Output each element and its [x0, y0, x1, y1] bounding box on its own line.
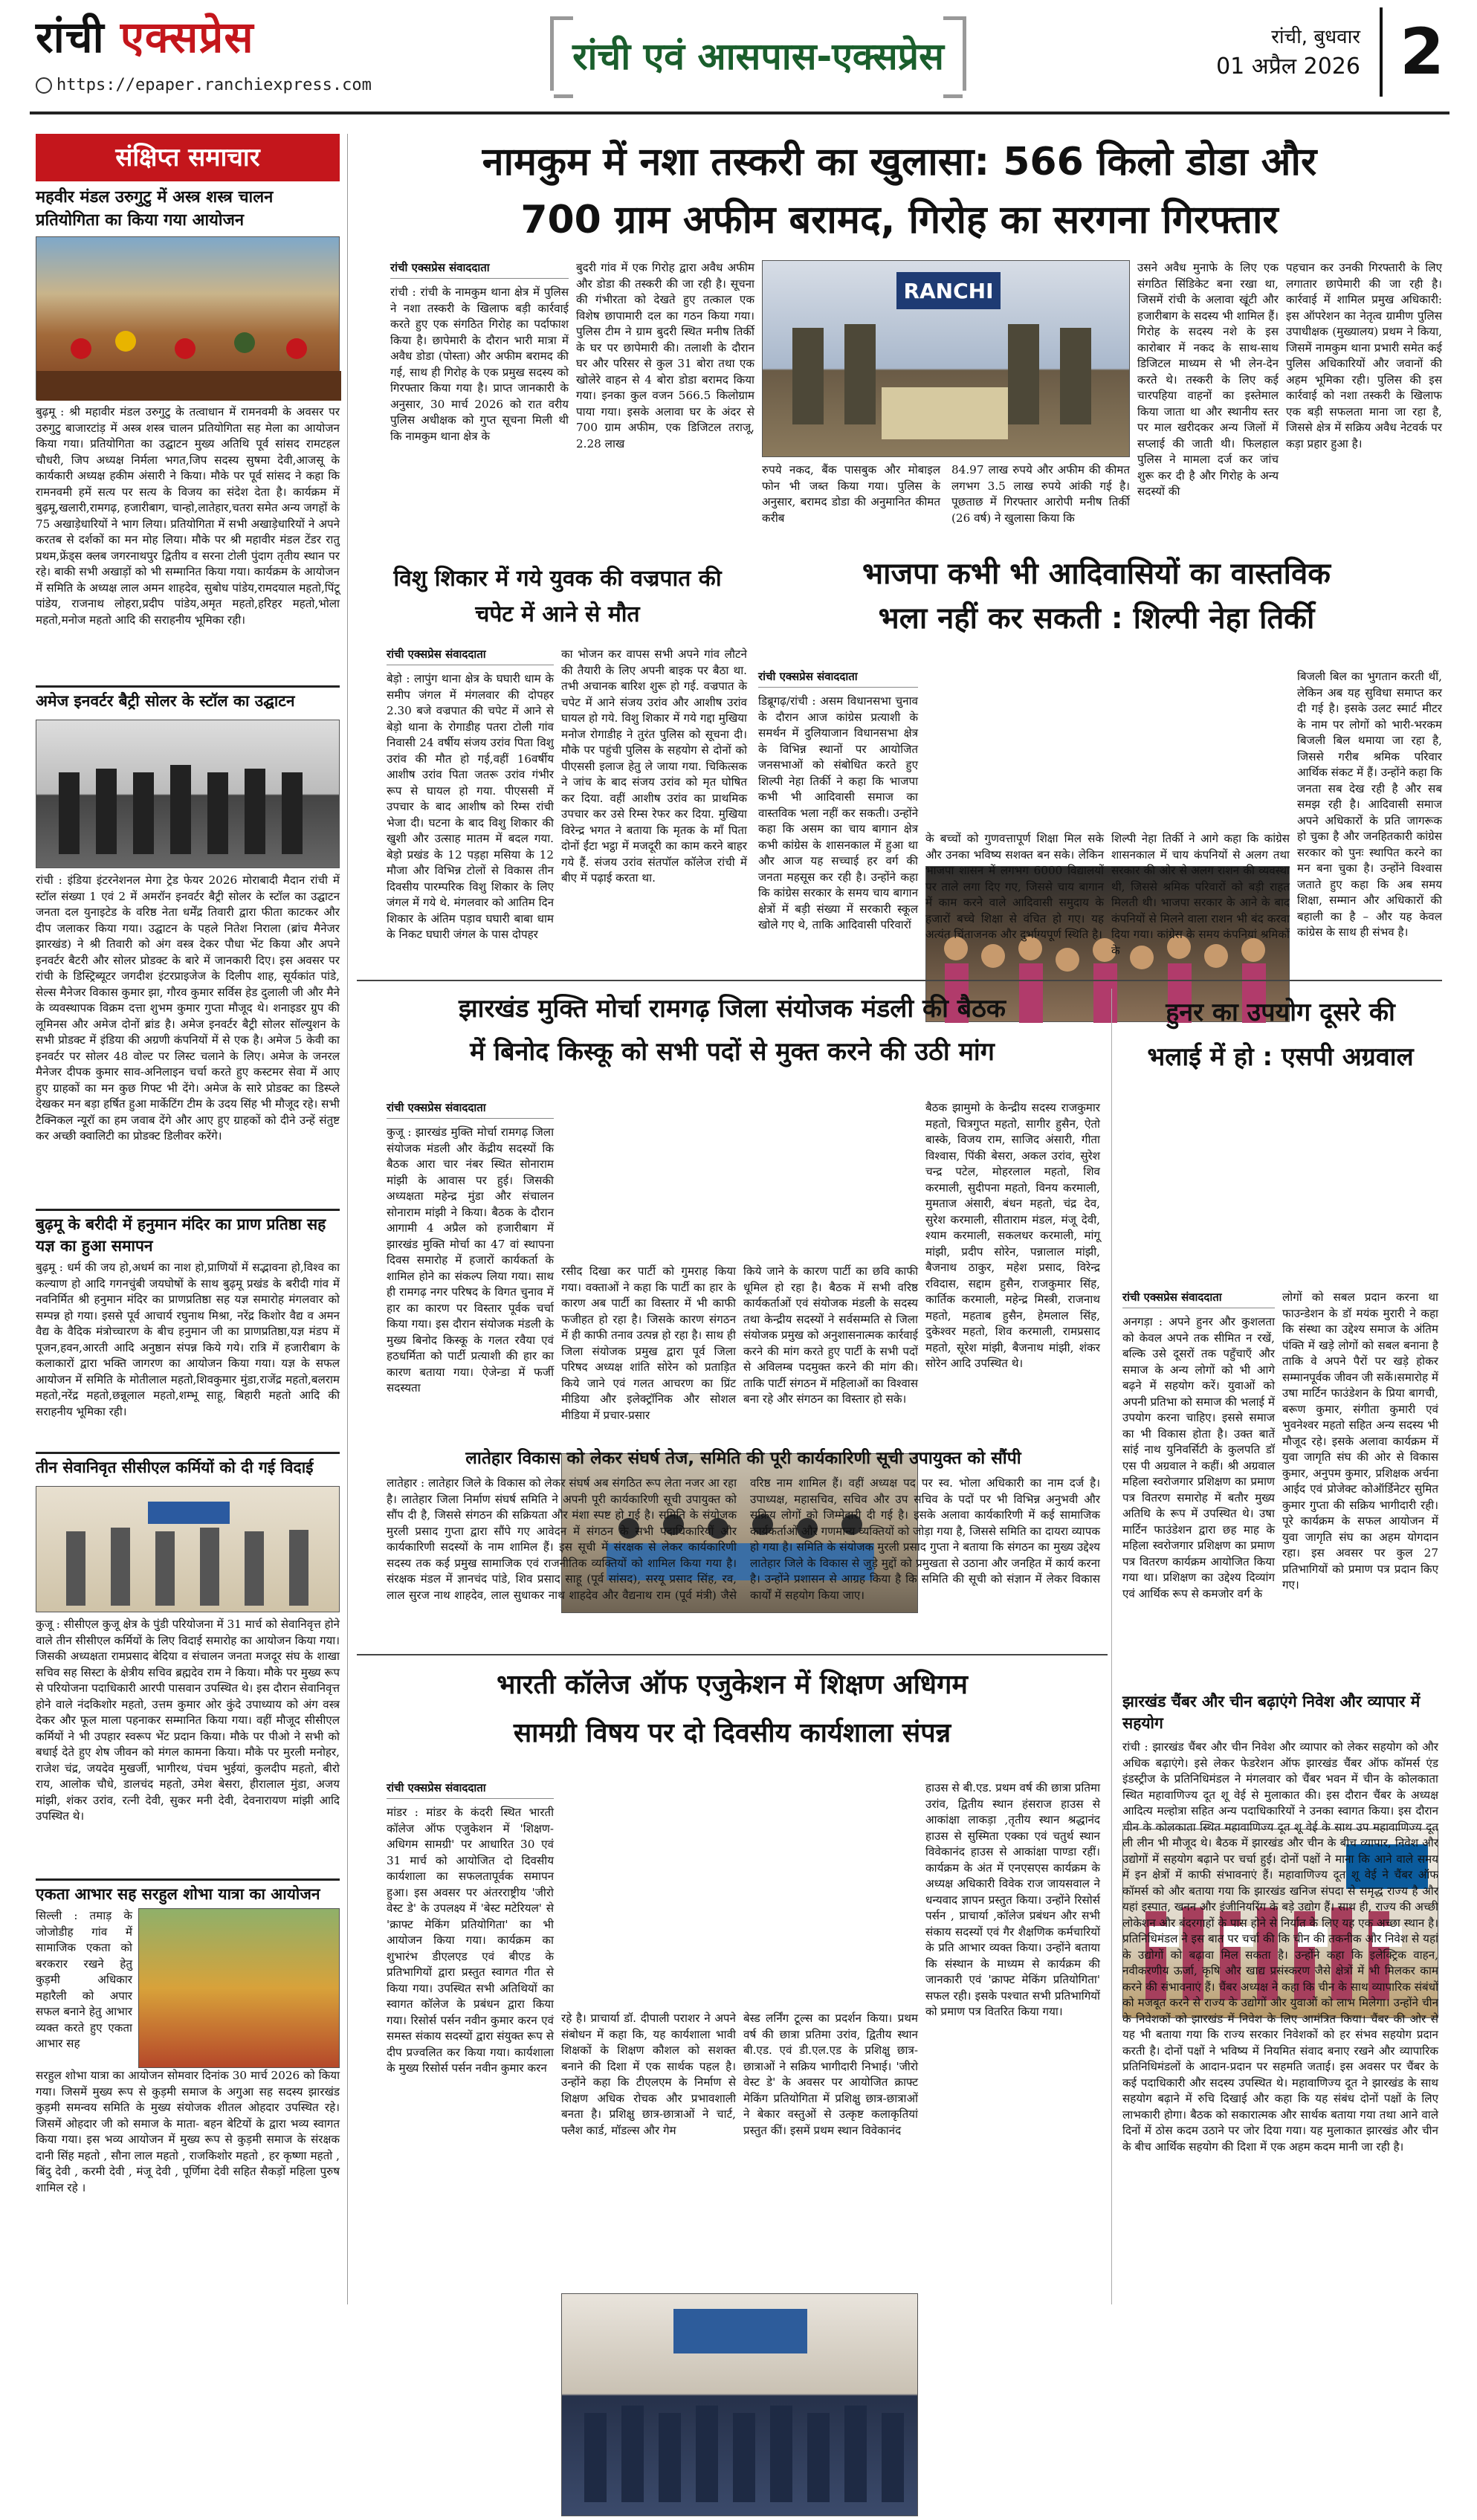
lead-column: पहचान कर उनकी गिरफ्तारी के लिए लगातार छापेमारी की जा रही है। कार्रवाई में शामिल प्रमुख अधिकारी: इस ऑपरेशन का नेतृत्व ग्रामीण पुलिस उपाधीक्षक (मुख्यालय) प्रथम ने किया, जिसमें नामकुम थाना प्रभारी समेत कई पुलिस अधिकारियों और जवानों की अहम भूमिका रही। पुलिस की इस कार्रवाई को नशा तस्करी के खिलाफ एक बड़ी सफलता माना जा रहा है, जिससे क्षेत्र में सक्रिय अवैध नेटवर्क पर कड़ा प्रहार हुआ है।	[1286, 261, 1442, 450]
brief-headline: एकता आभार सह सरहुल शोभा यात्रा का आयोजन	[36, 1878, 340, 1908]
column-divider	[1111, 989, 1112, 2304]
byline: रांची एक्सप्रेस संवाददाता	[758, 669, 918, 688]
lead-column: उसने अवैध मुनाफे के लिए एक संगठित सिंडिकेट बना रखा था, जिसमें रांची के अलावा खूंटी और हजारीबाग के सदस्य भी शामिल हैं। गिरोह के सदस्य नशे के इस कारोबार में नकद के साथ-साथ डिजिटल माध्यम से भी लेन-देन करते थे। तस्करी के लिए कई चारपहिया वाहनों का इस्तेमाल किया जाता था और स्थानीय स्तर पर माल खरीदकर अन्य जिलों में सप्लाई की जाती थी। फिलहाल पुलिस ने मामला दर्ज कर जांच शुरू कर दी है और गिरोह के अन्य सदस्यों की	[1137, 261, 1279, 498]
skill-column: रांची एक्सप्रेस संवाददाता अनगड़ा : अपने हुनर और कुशलता को केवल अपने तक सीमित न रखें, बल्कि उसे दूसरों तक पहुँचाएँ और समाज के अन्य लोगों को भी आगे बढ़ने में सहयोग करें। युवाओं को अपनी प्रतिभा को समाज की भलाई में उपयोग करना चाहिए। इससे समाज का भी विकास होता है। उक्त बातें सांई नाथ युनिवर्सिटी के कुलपति डॉ एस पी अग्रवाल ने कहीं। श्री अग्रवाल महिला स्वरोजगार प्रशिक्षण का प्रमाण पत्र वितरण समारोह में बतौर मुख्य अतिथि के रूप में उपस्थित थे। उषा मार्टिन फाउंडेशन द्वारा छह माह के महिला स्वरोजगार प्रशिक्षण का प्रमाण पत्र वितरण कार्यक्रम आयोजित किया गया था। प्रशिक्षण का उद्देश्य दिव्यांग एवं आर्थिक रूप से कमजोर वर्ग के	[1122, 1290, 1275, 1600]
police-illustration	[763, 261, 1131, 458]
brief-body: बुढ़मू : श्री महावीर मंडल उरुगुटु के तत्वाधान में रामनवमी के अवसर पर उरुगुटु बाजारटांड़ में अस्त्र शस्त्र चालन प्रतियोगिता सह मेला का आयोजन किया गया। प्रतियोगिता का उद्घाटन मुख्य अतिथि पूर्व सांसद रामटहल चौधरी, जिप अध्यक्ष निर्मला भगत,जिप सदस्य सुषमा देवी,आजसू के कार्यकारी अध्यक्ष हकीम अंसारी ने किया। मौके पर पूर्व सांसद ने कहा कि रामनवमी हमें सत्य पर सत्य के विजय का संदेश देता है। कार्यक्रम में बुढ़मू,खलारी,रामगढ़, हजारीबाग, चान्हो,लातेहार,चतरा समेत अन्य जगहों के 75 अखाड़ेधारियों ने भाग लिया। प्रतियोगिता में सभी अखाड़ेधारियों ने अपने करतब से दर्शकों का मन मोह लिया। मौके पर श्री महावीर मंडल टेंडर रातु प्रथम,फ्रेंड्स क्लब जगरनाथपुर द्वितीय व सरना टोली पुंदाग तृतीय स्थान पर रहे। बाकी सभी अखाड़ों को भी सम्मानित किया गया। कार्यक्रम के आयोजन में समिति के अध्यक्ष लाल अमन शाहदेव, सुबोध पांडेय,रामदयाल महतो,पिंटू पांडेय, राजनाथ लोहरा,प्रदीप पांडेय,अमृत महतो,हरिहर महतो,भोला महतो,मनोज महतो आदि की सराहनीय भूमिका रही।	[36, 405, 340, 627]
byline: रांची एक्सप्रेस संवाददाता	[387, 1780, 554, 1799]
masthead	[0, 0, 1477, 112]
brief-body: सिल्ली : तमाड़ के जोजोडीह गांव में सामाजिक एकता को बरकरार रखने हेतु कुड़मी अधिकार महारैली को अपार सफल बनाने हेतु आभार व्यक्त करते हुए एकता आभार सह	[36, 1909, 132, 2050]
brief-headline: बुढ़मू के बरीदी में हनुमान मंदिर का प्राण प्रतिष्ठा सह यज्ञ का हुआ समापन	[36, 1209, 340, 1260]
jmm-column: रांची एक्सप्रेस संवाददाता कुजू : झारखंड मुक्ति मोर्चा रामगढ़ जिला संयोजक मंडली और केंद्रीय सदस्यों कि बैठक आरा चार नंबर स्थित सोनाराम मांझी के आवास पर हुई। जिसकी अध्यक्षता महेन्द्र मुंडा और संचालन सोनाराम मांझी ने किया। बैठक के दौरान आगामी 4 अप्रैल को हजारीबाग में झारखंड मुक्ति मोर्चा का 47 वां स्थापना दिवस समारोह में हजारों कार्यकर्ता के शामिल होने का संकल्प लिया गया। साथ ही रामगढ़ नगर परिषद के विगत चुनाव में हार का कारण पर विस्तार पूर्वक चर्चा किया गया। इस दौरान संयोजक मंडली के मुख्य बिनोद किस्कू के गलत रवैया एवं हठधर्मिता को पार्टी प्रत्याशी की हार का कारण बताया गया। ऐजेन्डा में फर्जी सदस्यता	[387, 1101, 554, 1395]
crowd-illustration	[36, 237, 341, 401]
byline: रांची एक्सप्रेस संवाददाता	[387, 1100, 554, 1119]
brief-body: कुजू : सीसीएल कुजू क्षेत्र के पुंडी परियोजना में 31 मार्च को सेवानिवृत्त होने वाले तीन सीसीएल कर्मियों के लिए विदाई समारोह का आयोजन किया गया। जिसकी अध्यक्षता रामप्रसाद बेदिया व संचालन जनता मजदूर संघ के शाखा सचिव सह सिस्टा के क्षेत्रीय सचिव ब्रह्मदेव राम ने किया। मौके पर मुख्य रूप से परियोजना पदाधिकारी आरपी पासवान उपस्थित थे। इस दौरान सेवानिवृत्त होने वाले नंदकिशोर महतो, उत्तम कुमार ओर कुंदे उपाध्याय को अंग वस्त्र देकर और फूल माला पहनाकर सम्मानित किया गया। वहीं मौजूद सीसीएल कर्मियों ने भी उपहार स्वरूप भेंट प्रदान किया। मौके पर पीओ ने सभी को बधाई देते हुए शेष जीवन को मंगल कामना किया। मौके पर मुरली मनोहर, राजेश चंद्र, जयदेव मुखर्जी, भागीरथ, पंचम भुईयां, कुलदीप महतो, बीरो राय, आलोक चौधे, डालचंद महतो, उमेश बेसरा, हीरालाल मुंडा, अजय मांझी, शंकर उरांव, रत्नी देवी, सुकर मनी देवी, देवनारायण मांझी आदि उपस्थित थे।	[36, 1618, 340, 1823]
lead-headline: 700 ग्राम अफीम बरामद, गिरोह का सरगना गिरफ्तार	[520, 198, 1279, 242]
bjp-column: शिल्पी नेहा तिर्की ने आगे कहा कि कांग्रेस शासनकाल में चाय कंपनियों से अलग तथा सरकार की ओर से अलग राशन की व्यवस्था थी, जिससे श्रमिक परिवारों को बड़ी राहत मिलती थी। भाजपा सरकार के आने के बाद कंपनियों से मिलने वाला राशन भी बंद करवा दिया गया। कांग्रेस के समय कंपनियां श्रमिकों के	[1111, 832, 1290, 957]
college-column: हाउस से बी.एड. प्रथम वर्ष की छात्रा प्रतिमा उरांव, द्वितीय स्थान हंसराज हाउस से आकांक्षा लाकड़ा ,तृतीय स्थान श्रद्धानंद हाउस से सुस्मिता एक्का एवं चतुर्थ स्थान विवेकानंद हाउस से आकांक्षा पाण्डा रहीं। कार्यक्रम के अंत में एनएसएस कार्यक्रम के अध्यक्ष अधिकारी विवेक राज जायसवाल ने धन्यवाद ज्ञापन प्रस्तुत किया। उन्होंने रिसोर्स पर्सन , प्राचार्या ,कॉलेज प्रबंधन और सभी संकाय सदस्यों एवं गैर शैक्षणिक कर्मचारियों के प्रति आभार व्यक्त किया। उन्होंने बताया कि संस्थान के माध्यम से कार्यक्रम की जानकारी एवं 'क्राफ्ट मेकिंग प्रतियोगिता' सफल रही। इसके पश्चात सभी प्रतिभागियों को प्रमाण पत्र वितरित किया गया।	[925, 1781, 1100, 2018]
globe-icon	[36, 77, 52, 94]
lightning-column: का भोजन कर वापस सभी अपने गांव लौटने की तैयारी के लिए अपनी बाइक पर बैठा था. तभी अचानक बारिश शुरू हो गई. वज्रपात के चपेट में आने संजय उरांव और आशीष उरांव घायल हो गये. विशु शिकार में गये गद्दा मुखिया मनोज रोगाडीह ने तुरंत पुलिस को सूचना दी। मौके पर पहुंची पुलिस के सहयोग से दोनों को पीएससी इलाज हेतु ले जाया गया. चिकित्सक ने जांच के बाद संजय उरांव को मृत घोषित कर दिया. वहीं आशीष उरांव का प्राथमिक उपचार कर उसे रिम्स रेफर कर दिया. मुखिया विरेन्द्र भगत ने बताया कि मृतक के माँ पिता दोनों ईंटा भट्ठा में मजदूरी का काम करने बाहर गये हैं. संजय उरांव संतपॉल कॉलेज रांची में बीए में पढ़ाई करता था.	[561, 647, 747, 885]
chamber-china-body: रांची : झारखंड चैंबर और चीन निवेश और व्यापार को लेकर सहयोग को और अधिक बढ़ाएंगे। इसे लेकर फेडरेशन ऑफ झारखंड चैंबर ऑफ कॉमर्स एंड इंडस्ट्रीज के प्रतिनिधिमंडल ने मंगलवार को चैंबर भवन में चीन के कोलकाता स्थित महावाणिज्य दूत शू वेई से मुलाकात की। इस दौरान चैंबर के अध्यक्ष आदित्य मल्होत्रा सहित अन्य पदाधिकारियों ने उनका स्वागत किया। इस दौरान चीन के कोलकाता स्थित महावाणिज्य दूत शू वेई के साथ उप महावाणिज्य दूत ली लीन भी मौजूद थे। बैठक में झारखंड और चीन के बीच व्यापार, निवेश और उद्योगों में सहयोग बढ़ाने पर चर्चा हुई। दोनों पक्षों ने माना कि आने वाले समय में इन क्षेत्रों में काफी संभावनाएं हैं। महावाणिज्य दूत शू वेई ने चैंबर ऑफ कॉमर्स को और बताया गया कि झारखंड खनिज संपदा से समृद्ध राज्य है और यहां इस्पात, खनन और इंजीनियरिंग के बड़े उद्योग हैं। साथ ही, राज्य की अच्छी लोकेशन और बंदरगाहों के पास होने से निर्यात के लिए यह एक अच्छा स्थान है। प्रतिनिधिमंडल ने इस बात पर चर्चा की कि चीन की तकनीक और निवेश से यहां के उद्योगों को बढ़ावा मिल सकता है। उन्होंने कहा कि इलेक्ट्रिक वाहन, नवीकरणीय ऊर्जा, कृषि और खाद्य प्रसंस्करण जैसे क्षेत्रों में भी मिलकर काम करने की संभावनाएं हैं। चैंबर अध्यक्ष ने कहा कि चीन के साथ व्यापारिक संबंधों को मजबूत करने से राज्य के उद्योगों और युवाओं को लाभ मिलेगा। उन्होंने चीन के निवेशकों को झारखंड में निवेश के लिए आमंत्रित किया। चैंबर की ओर से यह भी बताया गया कि राज्य सरकार निवेशकों को हर संभव सहयोग प्रदान करती है। दोनों पक्षों ने भविष्य में नियमित संवाद बनाए रखने और व्यापारिक प्रतिनिधिमंडलों के आदान-प्रदान पर सहमति जताई। इस अवसर पर चैंबर के कई पदाधिकारी और सदस्य उपस्थित थे। महावाणिज्य दूत ने झारखंड के साथ सहयोग बढ़ाने में रुचि दिखाई और कहा कि यह संबंध दोनों पक्षों के लिए लाभकारी होगा। बैठक को सकारात्मक और सार्थक बताया गया तथा आने वाले दिनों में ठोस कदम उठाने पर जोर दिया गया। यह मुलाकात झारखंड और चीन के बीच आर्थिक सहयोग की दिशा में एक अहम कदम मानी जा रही है।	[1122, 1740, 1438, 2154]
epaper-url[interactable]: https://epaper.ranchiexpress.com	[36, 76, 372, 94]
skill-column: लोगों को सबल प्रदान करना था फाउन्डेशन के डॉ मयंक मुरारी ने कहा कि संस्था का उद्देश्य समाज के अंतिम पंक्ति में खड़े लोगों को सबल बनाना है ताकि वे अपने पैरों पर खड़े होकर सम्मानपूर्वक जीवन जी सकें।समारोह में उषा मार्टिन फाउंडेशन के प्रिया बागची, बरूण कुमार, संगीता कुमारी एवं भुवनेश्वर महतो सहित अन्य सदस्य भी मौजूद रहे। इसके अलावा कार्यक्रम में युवा जागृति संघ की ओर से विकास कुमार, अनुपम कुमार, प्रशिक्षक अर्चना आईद एवं प्रोजेक्ट कोऑर्डिनेटर सुमित कुमार गुप्ता की सक्रिय भागीदारी रही। पूरे कार्यक्रम के सफल आयोजन में युवा जागृति संघ का अहम योगदान रहा। इस अवसर पर कुल 27 प्रतिभागियों को प्रमाण पत्र प्रदान किए गए।	[1282, 1290, 1438, 1592]
brief-body: रांची : इंडिया इंटरनेशनल मेगा ट्रेड फेयर 2026 मोराबादी मैदान रांची में स्टॉल संख्या 1 एवं 2 में अमरॉन इनवर्टर बैट्री सोलर के स्टॉल का उद्घाटन जनता दल युनाइटेड के वरिष्ठ नेता धर्मेंद्र तिवारी द्वारा फीता काटकर और दीप जलाकर किया गया। उद्घाटन के पहले नितेश निराला (ब्रांच मैनेजर झारखंड) ने श्री तिवारी को अंग वस्त्र देकर पौधा भेंट किया और अपने इनवर्टर बैटरी और सोलर प्रोडक्ट के बारे में जानकारी दिए। इस अवसर पर रांची के डिस्ट्रिब्यूटर जगदीश इंटरप्राइजेज के दिलीप शाह, सूर्यकांत पांडे, सेल्स मैनेजर विकास कुमार झा, गौरव कुमार सर्विस हेड दुलाली जी और मैने के व्यवस्थापक विक्रम दत्ता शुभम कुमार गुप्ता मौजूद थे। शनाइडर ग्रुप की लूमिनस और अमेज दोनों ब्रांड है। अमेज इनवर्टर बैट्री सोलर सॉल्युशन के सभी प्रोडक्ट में इंडिया की अग्रणी कंपनियों में से एक है। अमेज 5 केवी का इनवर्टर पर सोलर 48 वोल्ट पर लिस्ट चलाने के लिए। अमेज के जनरल मैनेजर दीपक कुमार साव-अनिलाइन चर्चा करते हुए कस्टमर सेवा में आए हुए ग्राहकों का मन कुछ गिफ्ट भी देंगे। अमेज के सारे प्रोडक्ट का डिस्प्ले देखकर मन बड़ा हर्षित हुआ मार्केटिंग टीम के उदय सिंह भी मौजूद रहे। सभी टैक्निकल न्यूरॉ का हम जवाब देंगे और आए हुए ग्राहकों को दीने उन्हें संतुष्ट कर अच्छी क्वालिटी का प्रोडक्ट डिलीवर करेंगे।	[36, 873, 340, 1143]
lead-column: बुदरी गांव में एक गिरोह द्वारा अवैध अफीम और डोडा की तस्करी की जा रही है। सूचना की गंभीरता को देखते हुए तत्काल एक विशेष छापामारी दल का गठन किया गया। पुलिस टीम ने ग्राम बुदरी स्थित मनीष तिर्की के घर पर छापेमारी की। तलाशी के दौरान घर और परिसर से कुल 31 बोरा तथा एक खोलेरे वाहन से 4 बोरा डोडा बरामद किया गया। इनका कुल वजन 566.5 किलोग्राम पाया गया। इसके अलावा घर के अंदर से 700 ग्राम अफीम, एक डिजिटल तराजू, 2.28 लाख	[576, 261, 754, 450]
college-column: रांची एक्सप्रेस संवाददाता मांडर : मांडर के कंदरी स्थित भारती कॉलेज ऑफ एजुकेशन में 'शिक्षण-अधिगम सामग्री' पर आधारित 30 एवं 31 मार्च को आयोजित दो दिवसीय कार्यशाला का सफलतापूर्वक समापन हुआ। इस अवसर पर अंतरराष्ट्रीय 'जीरो वेस्ट डे' के उपलक्ष्य में 'बेस्ट मटेरियल' से 'क्राफ्ट मेकिंग प्रतियोगिता' का भी आयोजन किया गया। कार्यक्रम का शुभारंभ डीएलएड एवं बीएड के प्रतिभागियों द्वारा प्रस्तुत स्वागत गीत से किया गया। उपस्थित सभी अतिथियों का स्वागत कॉलेज के प्रबंधन द्वारा किया गया। रिसोर्स पर्सन नवीन कुमार करन एवं समस्त संकाय सदस्यों द्वारा संयुक्त रूप से दीप प्रज्वलित कर किया गया। कार्यशाला के मुख्य रिसोर्स पर्सन नवीन कुमार करन	[387, 1781, 554, 2075]
college-column: रहे है। प्राचार्या डॉ. दीपाली पराशर ने अपने संबोधन में कहा कि, यह कार्यशाला भावी शिक्षकों के शिक्षण कौशल को सशक्त बनाने की दिशा में एक सार्थक पहल है। उन्होंने कहा कि टीएलएम के निर्माण से शिक्षण अधिक रोचक और प्रभावशाली बनता है। प्रशिक्षु छात्र-छात्राओं ने चार्ट, फ्लैश कार्ड, मॉडल्स और गेम	[561, 2012, 736, 2137]
stall-inauguration-photo	[36, 720, 340, 868]
jmm-column: किये जाने के कारण पार्टी का छवि काफी धूमिल हो रहा है। बैठक में सभी वरिष्ठ कार्यकर्ताओं एवं संयोजक मंडली के सदस्य तथा केन्द्रीय सदस्यों ने सर्वसम्मति से जिला संयोजक प्रमुख को अनुशासनात्मक कार्रवाई करने की मांग करते हुए पार्टी के सभी पदों से अविलम्ब पदमुक्त करने की मांग की। ताकि पार्टी संगठन में महिलाओं का विश्वास बना रहे और संगठन का विस्तार हो सके।	[743, 1264, 918, 1406]
jmm-meeting-headline: में बिनोद किस्कू को सभी पदों से मुक्त करने की उठी मांग	[470, 1037, 995, 1067]
byline: रांची एक्सप्रेस संवाददाता	[387, 647, 554, 665]
brief-news-sidebar	[36, 134, 348, 2304]
jmm-column: बैठक झामुमो के केन्द्रीय सदस्य राजकुमार महतो, चित्रगुप्त महतो, सागीर हुसैन, ऐतो बास्के, विजय राम, साजिद अंसारी, गीता विश्वास, पिंकी बेसरा, अकल उरांव, सुरेश चन्द्र पटेल, मोहरलाल महतो, शिव करमाली, सुदीपना महतो, विनय करमाली, मुमताज अंसारी, बंधन महतो, चंद्र देव, सुरेश करमाली, सीताराम मंडल, मंजू देवी, श्याम करमाली, सकलधर करमाली, मांगू मांझी, प्रदीप सोरेन, पन्नालाल मांझी, बैजनाथ ठाकुर, महेश प्रसाद, विरेन्द्र रविदास, सद्दाम हुसैन, राजकुमार सिंह, कार्तिक करमाली, महेन्द्र मिस्त्री, राजनाथ महतो, महताब हुसैन, हेमलाल सिंह, दुकेश्वर महतो, शिव करमाली, रामप्रसाद महतो, सूरेश मांझी, बैजनाथ मांझी, शंकर सोरेन आदि उपस्थित थे।	[925, 1101, 1100, 1370]
group-illustration	[36, 720, 341, 869]
lead-headline: नामकुम में नशा तस्करी का खुलासा: 566 किलो डोडा और	[482, 140, 1317, 184]
skill-usage-headline: भलाई में हो : एसपी अग्रवाल	[1147, 1042, 1414, 1072]
brief-body-row	[36, 1908, 340, 2068]
sidebar-title: संक्षिप्त समाचार	[36, 134, 340, 181]
brief-headline: तीन सेवानिवृत सीसीएल कर्मियों को दी गई विदाई	[36, 1452, 340, 1482]
brief-headline: अमेज इनवर्टर बैट्री सोलर के स्टॉल का उद्घाटन	[36, 685, 340, 715]
students-illustration	[562, 2294, 919, 2517]
byline: रांची एक्सप्रेस संवाददाता	[390, 260, 569, 279]
brief-headline: महवीर मंडल उरुगुटु में अस्त्र शस्त्र चालन प्रतियोगिता का किया गया आयोजन	[36, 188, 274, 230]
bjp-tribal-headline: भाजपा कभी भी आदिवासियों का वास्तविक	[862, 557, 1331, 591]
section-title: रांची एवं आसपास-एक्सप्रेस	[550, 16, 966, 91]
jmm-column: रसीद दिखा कर पार्टी को गुमराह किया गया। वक्ताओं ने कहा कि पार्टी का हार के कारण अब पार्टी का विस्तार में भी काफी फजीहत हो रहा है। जिसके कारण संगठन में ही काफी तनाव उत्पन्न हो रहा है। साथ ही जिला संयोजक प्रमुख द्वारा पूर्व जिला परिषद अध्यक्ष शांति सोरेन को प्रताड़ित किये जाने एवं गलत आचरण का प्रिंट मीडिया और इलेक्ट्रॉनिक और सोशल मीडिया में प्रचार-प्रसार	[561, 1264, 736, 1422]
college-workshop-headline: भारती कॉलेज ऑफ एजुकेशन में शिक्षण अधिगम	[497, 1670, 968, 1700]
seized-drugs-photo	[762, 260, 1130, 457]
lightning-column: रांची एक्सप्रेस संवाददाता बेड़ो : लापुंग थाना क्षेत्र के घघारी धाम के समीप जंगल में मंगलवार की दोपहर 2.30 बजे वज्रपात की चपेट में आने से बेड़ो थाना के रोगाडीह पतरा टोली गांव निवासी 24 वर्षीय संजय उरांव पिता विशु उरांव की मौत हो गई,वहीं 16वर्षीय आशीष उरांव पिता जतरू उरांव गंभीर रूप से घायल हो गया. पीएससी में उपचार के बाद आशीष को रिम्स रांची भेजा दी। घटना के बाद विशु शिकार की खुशी और उत्साह मातम में बदल गया. बेड़ो प्रखंड के 12 पड़हा मसिया के 12 मौजा और विभिन्न टोलों से विकास तीन दिवसीय पारम्परिक विशु शिकार के लिए जंगल में गये थे. मंगलवार को आतिम दिन शिकार के अंतिम पड़ाव घघारी बाबा धाम के निकट घघारी जंगल के पास दोपहर	[387, 647, 554, 941]
byline: रांची एक्सप्रेस संवाददाता	[1122, 1290, 1275, 1308]
chamber-china-headline: झारखंड चैंबर और चीन बढ़ाएंगे निवेश और व्यापार में सहयोग	[1122, 1693, 1421, 1732]
latehar-headline: लातेहार विकास को लेकर संघर्ष तेज, समिति की पूरी कार्यकारिणी सूची उपायुक्त को सौंपी	[465, 1449, 1021, 1468]
section-divider	[357, 980, 1442, 981]
lead-column: रांची एक्सप्रेस संवाददाता रांची : रांची के नामकुम थाना क्षेत्र में पुलिस ने नशा तस्करी के खिलाफ बड़ी कार्रवाई करते हुए एक संगठित गिरोह का पर्दाफाश किया है। छापेमारी के दौरान भारी मात्रा में अवैध डोडा (पोस्ता) और अफीम बरामद की गई, साथ ही गिरोह के एक प्रमुख सदस्य को गिरफ्तार किया गया है। प्राप्त जानकारी के अनुसार, 30 मार्च 2026 को रात वरीय पुलिस अधीक्षक को गुप्त सूचना मिली थी कि नामकुम थाना क्षेत्र के	[390, 261, 569, 443]
dateline: रांची, बुधवार 01 अप्रैल 2026	[1216, 26, 1360, 80]
newspaper-logo[interactable]: रांची एक्सप्रेस	[36, 12, 254, 62]
sarhul-procession-photo	[138, 1908, 340, 2068]
latehar-body: लातेहार : लातेहार जिले के विकास को लेकर संघर्ष अब संगठित रूप लेता नजर आ रहा है। लातेहार जिला निर्माण संघर्ष समिति ने अपनी पूरी कार्यकारिणी सूची उपायुक्त को सौंप दी है, जिससे संगठन की सक्रियता और मंशा स्पष्ट हो गई है। समिति के संयोजक मुरली प्रसाद गुप्ता द्वारा सौंपे गए आवेदन में संगठन के सभी पदाधिकारियों और कार्यकारिणी सदस्यों के नाम शामिल हैं। इस सूची में संरक्षक से लेकर कार्यकारिणी सदस्य तक कई प्रमुख सामाजिक एवं राजनीतिक व्यक्तियों को शामिल किया गया है। संरक्षक मंडल में ज्ञानचंद पांडे, शिव प्रसाद साहू (पूर्व सांसद), सरयू प्रसाद सिंह, रव, लाल सुरज नाथ शाहदेव, लाल सुधाकर नाथ शाहदेव और वैद्यनाथ राम (पूर्व मंत्री) जैसे वरिष्ठ नाम शामिल हैं। वहीं अध्यक्ष पद पर स्व. भोला अधिकारी का नाम दर्ज है। उपाध्यक्ष, महासचिव, सचिव और उप सचिव के पदों पर भी विभिन्न अनुभवी और सक्रिय लोगों को जिम्मेदारी दी गई है। इसके अलावा कार्यकारिणी में कई सामाजिक कार्यकर्ताओं और गणमान्य व्यक्तियों को जोड़ा गया है, जिससे समिति का दायरा व्यापक हो गया है। समिति के संयोजक मुरली प्रसाद गुप्ता ने बताया कि संगठन का मुख्य उद्देश्य लातेहार जिले के विकास से जुड़े मुद्दों को प्रमुखता से उठाना और जनहित में कार्य करना है। उन्होंने प्रशासन से आग्रह किया है कि समिति की सूची को संज्ञान में लेकर विकास कार्यों में सहयोग किया जाए।	[387, 1476, 1100, 1602]
lightning-death-headline: विशु शिकार में गये युवक की वज्रपात की चपेट में आने से मौत	[393, 566, 722, 627]
page-number: 2	[1380, 7, 1461, 97]
college-workshop-headline: सामग्री विषय पर दो दिवसीय कार्यशाला संपन्न	[513, 1718, 951, 1748]
weapon-competition-photo	[36, 236, 340, 400]
workshop-photo	[561, 2293, 918, 2516]
ccl-farewell-photo	[36, 1486, 340, 1612]
photo-banner-text: RANCHI	[903, 279, 994, 303]
brief-body: बुढ़मू : धर्म की जय हो,अधर्म का नाश हो,प्राणियों में सद्भावना हो,विश्व का कल्याण हो आदि गगनचुंबी जयघोषों के साथ बुढ़मू प्रखंड के बरीदी गांव में नवनिर्मित श्री हनुमान मंदिर का प्राणप्रतिष्ठा सह यज्ञ समारोह मंगलवार को सम्पन्न हो गया। इससे पूर्व आचार्य रघुनाथ मिश्रा, नरेंद्र किशोर वैद्य व अमन वैद्य के वैदिक मंत्रोच्चारण के बीच हनुमान जी का प्राणप्रतिष्ठा,यज्ञ मंडप में पूजन,हवन,आरती आदि अनुष्ठान संपन्न किये गये। रात्रि में हजारीबाग के कलाकारों द्वारा भक्ति जागरण का आयोजन किया गया। यज्ञ के सफल आयोजन में समिति के मोतीलाल महतो,शिवकुमार मुंडा,राजेंद्र महतो,बलराम महतो,नरेंद्र महतो,छन्नूलाल महतो,शम्भू साहू, बिहारी महतो आदि की सराहनीय भूमिका रही।	[36, 1261, 340, 1418]
bjp-tribal-headline: भला नहीं कर सकती : शिल्पी नेहा तिर्की	[878, 601, 1315, 636]
college-column: बेस्ड लर्निंग टूल्स का प्रदर्शन किया। प्रथम वर्ष की छात्रा प्रतिमा उरांव, द्वितीय स्थान बी.एड. एवं डी.एल.एड के प्रशिक्षु छात्र-छात्राओं ने सक्रिय भागीदारी निभाई। 'जीरो वेस्ट डे' के अवसर पर आयोजित क्राफ्ट मेकिंग प्रतियोगिता में प्रशिक्षु छात्र-छात्राओं ने बेकार वस्तुओं से उत्कृष्ट कलाकृतियां प्रस्तुत कीं। इसमें प्रथम स्थान विवेकानंद	[743, 2012, 918, 2137]
skill-usage-headline: हुनर का उपयोग दूसरे की	[1166, 998, 1395, 1027]
jmm-meeting-headline: झारखंड मुक्ति मोर्चा रामगढ़ जिला संयोजक मंडली की बैठक	[458, 994, 1006, 1024]
bjp-column: के बच्चों को गुणवत्तापूर्ण शिक्षा मिल सके और उनका भविष्य सशक्त बन सके। लेकिन भाजपा शासन में लगभग 6000 विद्यालयों पर ताले लगा दिए गए, जिससे चाय बागान में काम करने वाले आदिवासी समुदाय के हजारों बच्चे शिक्षा से वंचित हो गए। यह अत्यंत चिंताजनक और दुर्भाग्यपूर्ण स्थिति है।	[925, 832, 1104, 941]
brief-body: सरहुल शोभा यात्रा का आयोजन सोमवार दिनांक 30 मार्च 2026 को किया गया। जिसमें मुख्य रूप से कुड़मी समाज के अगुआ सह सदस्य झारखंड कुड़मी समन्वय समिति के मुख्य संयोजक शीतल ओहदार उपस्थित रहे। जिसमें ओहदार जी को समाज के माता- बहन बेटियों के द्वारा भव्य स्वागत किया गया। इस भव्य आयोजन में मुख्य रूप से कुड़मी समाज के संरक्षक दानी सिंह महतो , सौना लाल महतो , राजकिशोर महतो , हर कृष्णा महतो , बिंदु देवी , करमी देवी , मंजू देवी , पूर्णिमा देवी सहित सैकड़ों महिला पुरुष शामिल रहे ।	[36, 2069, 340, 2194]
section-divider	[357, 1654, 1108, 1655]
masthead-rule	[30, 112, 1449, 114]
ceremony-illustration	[36, 1487, 341, 1613]
lead-column: 84.97 लाख रुपये और अफीम की कीमत लगभग 3.5 लाख रुपये आंकी गई है। पूछताछ में गिरफ्तार आरोपी मनीष तिर्की (26 वर्ष) ने खुलासा किया कि	[951, 463, 1130, 525]
bjp-column: रांची एक्सप्रेस संवाददाता डिब्रूगढ़/रांची : असम विधानसभा चुनाव के दौरान आज कांग्रेस प्रत्याशी के समर्थन में दुलियाजान विधानसभा क्षेत्र के विभिन्न स्थानों पर आयोजित जनसभाओं को संबोधित करते हुए शिल्पी नेहा तिर्की ने कहा कि भाजपा कभी भी आदिवासी समाज का वास्तविक भला नहीं कर सकती। उन्होंने कहा कि असम का चाय बागान क्षेत्र कभी कांग्रेस के शासनकाल में हुआ था और आज यह सच्चाई हर वर्ग की जनता महसूस कर रही है। उन्होंने कहा कि कांग्रेस सरकार के समय चाय बागान क्षेत्रों में बड़ी संख्या में सरकारी स्कूल खोले गए थे, ताकि आदिवासी परिवारों	[758, 670, 918, 931]
bjp-column: बिजली बिल का भुगतान करती थीं, लेकिन अब यह सुविधा समाप्त कर दी गई है। इसके उलट स्मार्ट मीटर के नाम पर लोगों को भारी-भरकम बिजली बिल थमाया जा रहा है, जिससे गरीब श्रमिक परिवार आर्थिक संकट में हैं। उन्होंने कहा कि जनता सब देख रही है और सब समझ रही है। आदिवासी समाज अपने अधिकारों के प्रति जागरूक हो चुका है और जनहितकारी कांग्रेस सरकार को पुनः स्थापित करने का मन बना चुका है। उन्होंने विश्वास जताते हुए कहा कि अब समय शिक्षा, सम्मान और अधिकारों की बहाली का है – और यह केवल कांग्रेस के साथ ही संभव है।	[1297, 670, 1442, 939]
lead-column: रुपये नकद, बैंक पासबुक और मोबाइल फोन भी जब्त किया गया। पुलिस के अनुसार, बरामद डोडा की अनुमानित कीमत करीब	[762, 463, 940, 525]
